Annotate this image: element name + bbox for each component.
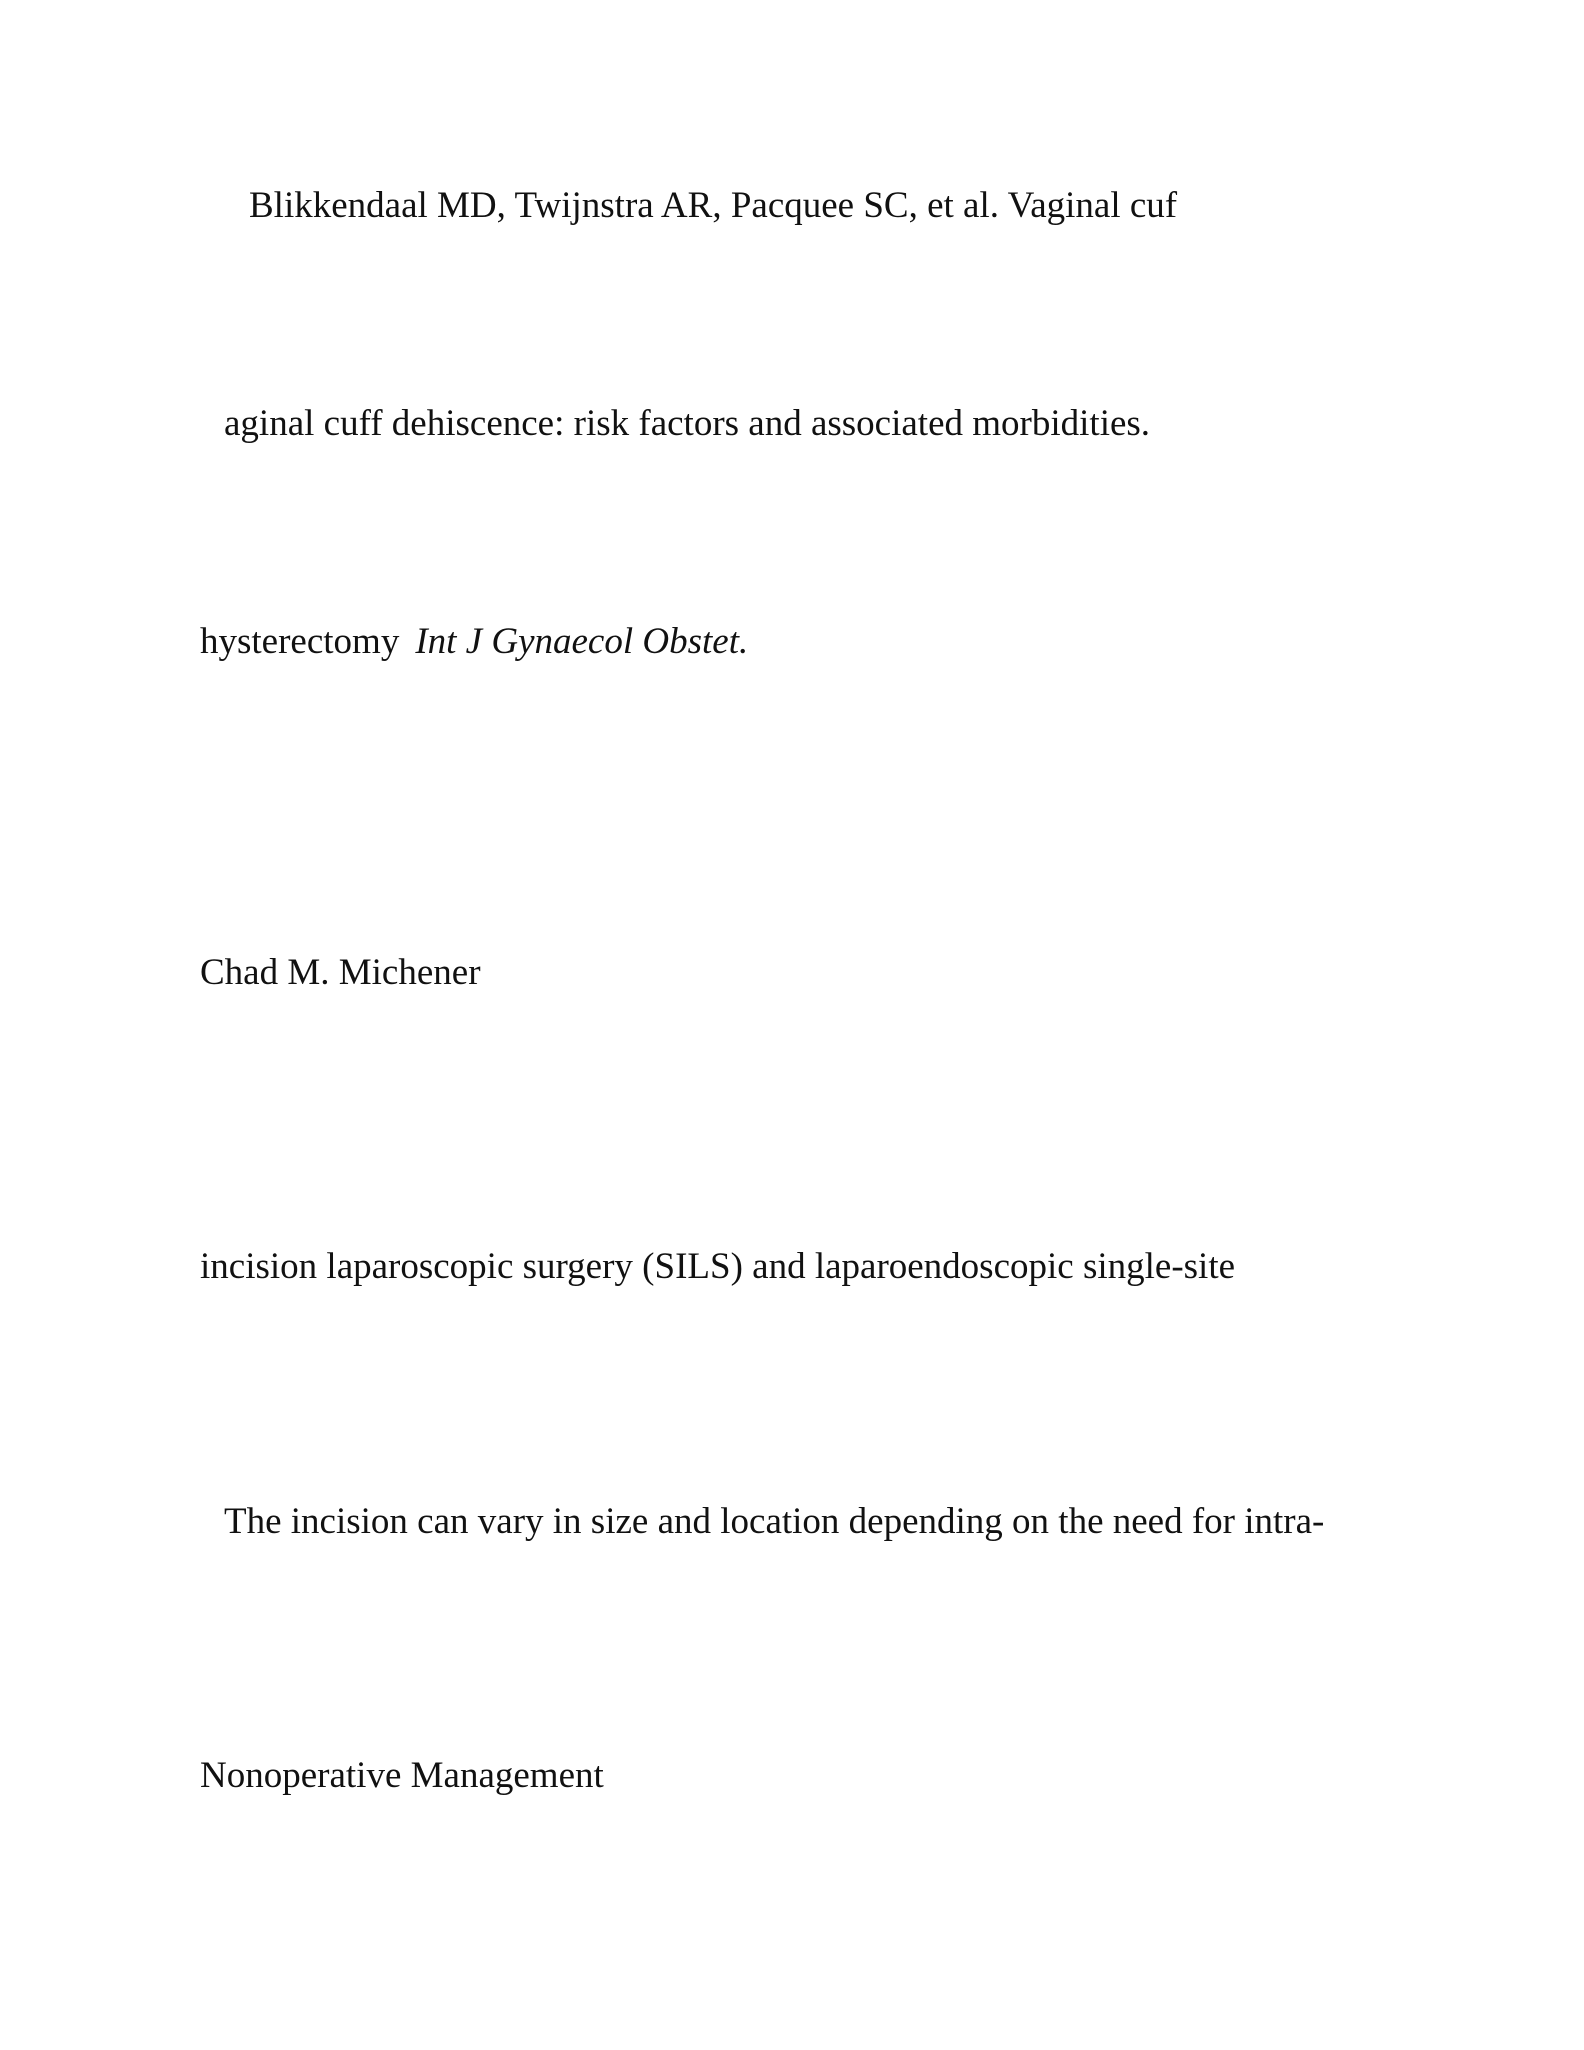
author-name: Chad M. Michener	[200, 952, 481, 993]
reference-text-line: Blikkendaal MD, Twijnstra AR, Pacquee SC, et al. Vaginal cuf	[249, 185, 1178, 226]
reference-text-line: aginal cuff dehiscence: risk factors and associated morbidities.	[224, 403, 1151, 444]
journal-title: Int J Gynaecol Obstet.	[415, 621, 749, 662]
reference-term: hysterectomy	[200, 621, 400, 662]
reference-journal-line	[200, 620, 748, 664]
section-heading: Nonoperative Management	[200, 1755, 604, 1796]
body-text-line: The incision can vary in size and location depending on the need for intra-	[224, 1501, 1325, 1542]
body-text-line: incision laparoscopic surgery (SILS) and laparoendoscopic single-site	[200, 1246, 1236, 1287]
